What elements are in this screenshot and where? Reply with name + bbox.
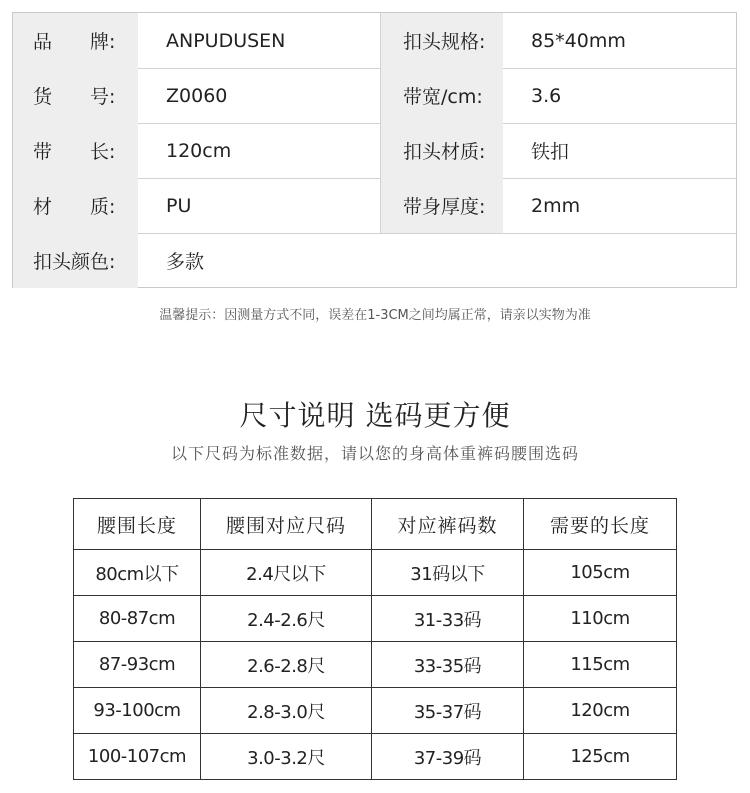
table-row [74, 550, 677, 596]
spec-label: 扣头材质: [380, 123, 503, 178]
spec-value: ANPUDUSEN [166, 29, 286, 52]
size-header-waist-size: 腰围对应尺码 [201, 499, 372, 550]
spec-value: 铁扣 [531, 141, 570, 163]
size-guide-title: 尺寸说明 选码更方便 [239, 399, 511, 432]
table-cell: 2.8-3.0尺 [201, 688, 372, 734]
size-table-header-row [74, 499, 677, 550]
table-cell: 3.0-3.2尺 [201, 734, 372, 780]
spec-label: 带 长: [13, 123, 138, 178]
spec-value: 120cm [166, 139, 232, 162]
spec-label: 扣头颜色: [13, 233, 138, 288]
table-cell: 105cm [524, 550, 677, 596]
table-row [74, 688, 677, 734]
spec-label: 品 牌: [13, 13, 138, 68]
size-table [73, 498, 677, 780]
spec-row-material [13, 178, 736, 234]
table-row [74, 596, 677, 642]
table-cell: 35-37码 [372, 688, 524, 734]
spec-label: 带宽/cm: [380, 68, 503, 123]
size-header-pants-size: 对应裤码数 [372, 499, 524, 550]
table-cell: 2.4-2.6尺 [201, 596, 372, 642]
table-cell: 87-93cm [74, 642, 201, 688]
spec-label: 货 号: [13, 68, 138, 123]
table-cell: 120cm [524, 688, 677, 734]
table-cell: 115cm [524, 642, 677, 688]
table-cell: 31-33码 [372, 596, 524, 642]
table-cell: 80-87cm [74, 596, 201, 642]
table-cell: 2.6-2.8尺 [201, 642, 372, 688]
table-cell: 31码以下 [372, 550, 524, 596]
table-cell: 37-39码 [372, 734, 524, 780]
table-cell: 125cm [524, 734, 677, 780]
spec-label: 材 质: [13, 178, 138, 233]
spec-value: PU [166, 194, 192, 217]
table-row [74, 734, 677, 780]
table-cell: 80cm以下 [74, 550, 201, 596]
spec-row-length [13, 123, 736, 179]
size-guide-subtitle: 以下尺码为标准数据，请以您的身高体重裤码腰围选码 [170, 444, 579, 463]
table-cell: 33-35码 [372, 642, 524, 688]
measurement-note: 温馨提示：因测量方式不同，误差在1-3CM之间均属正常，请亲以实物为准 [159, 308, 591, 323]
spec-row-brand [13, 13, 736, 69]
table-cell: 93-100cm [74, 688, 201, 734]
spec-label: 扣头规格: [380, 13, 503, 68]
table-cell: 2.4尺以下 [201, 550, 372, 596]
spec-row-item-no [13, 68, 736, 124]
spec-value: 多款 [166, 251, 205, 273]
spec-value: 2mm [531, 194, 581, 217]
size-header-length: 需要的长度 [524, 499, 677, 550]
spec-value: 3.6 [531, 84, 562, 107]
table-row [74, 642, 677, 688]
spec-table [12, 12, 737, 288]
spec-label: 带身厚度: [380, 178, 503, 233]
size-header-waist: 腰围长度 [74, 499, 201, 550]
spec-value: 85*40mm [531, 29, 626, 52]
table-cell: 110cm [524, 596, 677, 642]
spec-row-color [13, 233, 736, 288]
table-cell: 100-107cm [74, 734, 201, 780]
spec-value: Z0060 [166, 84, 228, 107]
